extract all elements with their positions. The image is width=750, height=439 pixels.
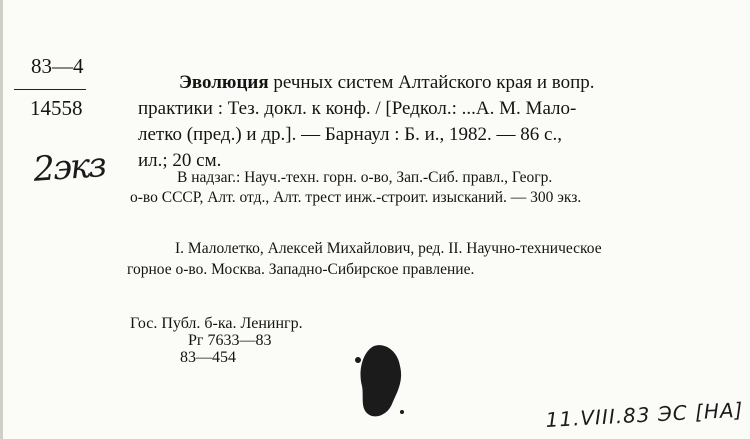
stamp-library-name: Гос. Публ. б-ка. Ленингр. — [130, 315, 303, 332]
ink-blot-mark — [352, 342, 408, 422]
description-line-1 — [138, 70, 738, 96]
description-line-2: практики : Тез. докл. к конф. / [Редкол.: ...А. М. Мало- — [138, 98, 577, 119]
bibliographic-description — [138, 70, 738, 174]
handwritten-copies-note: 2экз — [32, 145, 107, 190]
call-number-bottom: 14558 — [30, 96, 83, 120]
call-number-top: 83—4 — [31, 54, 84, 78]
title-rest: речных систем Алтайского края и вопр. — [268, 72, 595, 93]
title-lead-word: Эволюция — [179, 72, 269, 93]
handwritten-date-note: 11.VIII.83 ЭС [НА] — [545, 397, 744, 432]
annotation-line-1: В надзаг.: Науч.-техн. горн. о-во, Зап.-Сиб. правл., Геогр. — [177, 169, 553, 186]
tracings — [127, 238, 727, 280]
call-number-divider — [14, 89, 86, 90]
stamp-registration-number: Рг 7633—83 — [188, 332, 272, 349]
description-line-4: ил.; 20 см. — [138, 150, 222, 171]
description-line-3: летко (пред.) и др.]. — Барнаул : Б. и., 1982. — 86 с., — [138, 124, 562, 145]
annotation-line-2: о-во СССР, Алт. отд., Алт. трест инж.-строит. изысканий. — 300 экз. — [130, 189, 582, 206]
tracing-line-1: I. Малолетко, Алексей Михайлович, ред. II. Научно-техническое — [175, 240, 602, 257]
card-edge — [0, 0, 3, 439]
tracing-line-2: горное о-во. Москва. Западно-Сибирское правление. — [127, 261, 475, 278]
stamp-accession-number: 83—454 — [180, 349, 236, 366]
library-stamp — [130, 315, 303, 366]
annotation-note — [130, 168, 730, 208]
